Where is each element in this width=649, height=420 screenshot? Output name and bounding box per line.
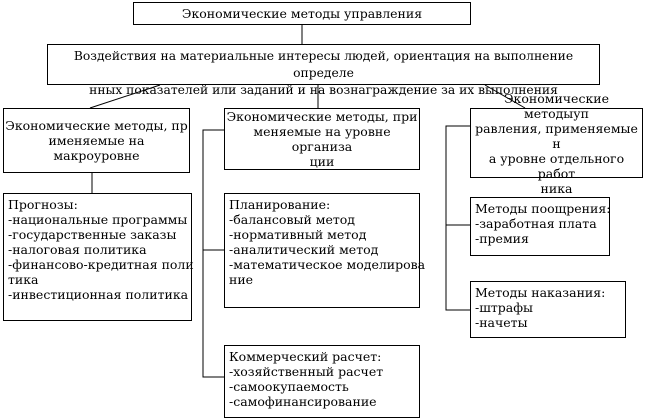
commercial-calc-box (224, 345, 420, 418)
planning-item: -балансовый метод (229, 212, 356, 227)
worker-heading-line: Экономические методыуп (503, 90, 610, 121)
macro-heading-line: именяемые на макроуровне (48, 133, 145, 163)
penalties-item: -штрафы (475, 300, 533, 315)
title-text: Экономические методы управления (181, 6, 423, 21)
organization-heading-line: ции (309, 154, 335, 169)
planning-item: -математическое моделирова (229, 257, 426, 272)
organization-heading-line: Экономические методы, при (226, 109, 418, 124)
planning-item: -нормативный метод (229, 227, 367, 242)
worker-heading-line: ника (540, 180, 573, 196)
penalties-title: Методы наказания: (475, 285, 606, 300)
worker-heading-line: а уровне отдельного работ (488, 150, 625, 181)
commercial-calc-item: -самоокупаемость (229, 379, 349, 394)
title-box (133, 2, 471, 25)
incentives-box (470, 197, 610, 256)
forecasts-item: -национальные программы (8, 212, 188, 227)
forecasts-title: Прогнозы: (8, 197, 78, 212)
commercial-calc-title: Коммерческий расчет: (229, 349, 382, 364)
forecasts-item: -инвестиционная политика (8, 287, 189, 302)
macro-heading-box (3, 108, 190, 173)
forecasts-item: -финансово-кредитная поли (8, 257, 194, 272)
planning-box (224, 193, 426, 308)
connector-organization-bracket (203, 130, 224, 377)
worker-heading-box (470, 90, 643, 196)
incentives-item: -премия (475, 231, 529, 246)
forecasts-item: -государственные заказы (8, 227, 177, 242)
forecasts-item: -налоговая политика (8, 242, 147, 257)
definition-line: Воздействия на материальные интересы людей, ориентация на выполнение определе (73, 49, 574, 80)
connector-worker-bracket (446, 126, 470, 310)
definition-box (47, 44, 600, 97)
worker-heading-line: равления, применяемые н (475, 120, 638, 151)
planning-item: ние (229, 272, 254, 287)
incentives-title: Методы поощрения: (475, 201, 611, 216)
definition-line: нных показателей или заданий и на вознаграждение за их выполнения (89, 83, 558, 97)
forecasts-item: тика (8, 272, 39, 287)
incentives-item: -заработная плата (475, 216, 597, 231)
commercial-calc-item: -самофинансирование (229, 394, 377, 409)
penalties-box (470, 281, 626, 338)
organization-heading-line: меняемые на уровне организа (253, 124, 391, 154)
planning-title: Планирование: (229, 197, 331, 212)
planning-item: -аналитический метод (229, 242, 379, 257)
organization-heading-box (224, 108, 420, 170)
penalties-item: -начеты (475, 315, 528, 330)
forecasts-box (3, 193, 192, 321)
macro-heading-line: Экономические методы, пр (5, 118, 188, 133)
commercial-calc-item: -хозяйственный расчет (229, 364, 384, 379)
